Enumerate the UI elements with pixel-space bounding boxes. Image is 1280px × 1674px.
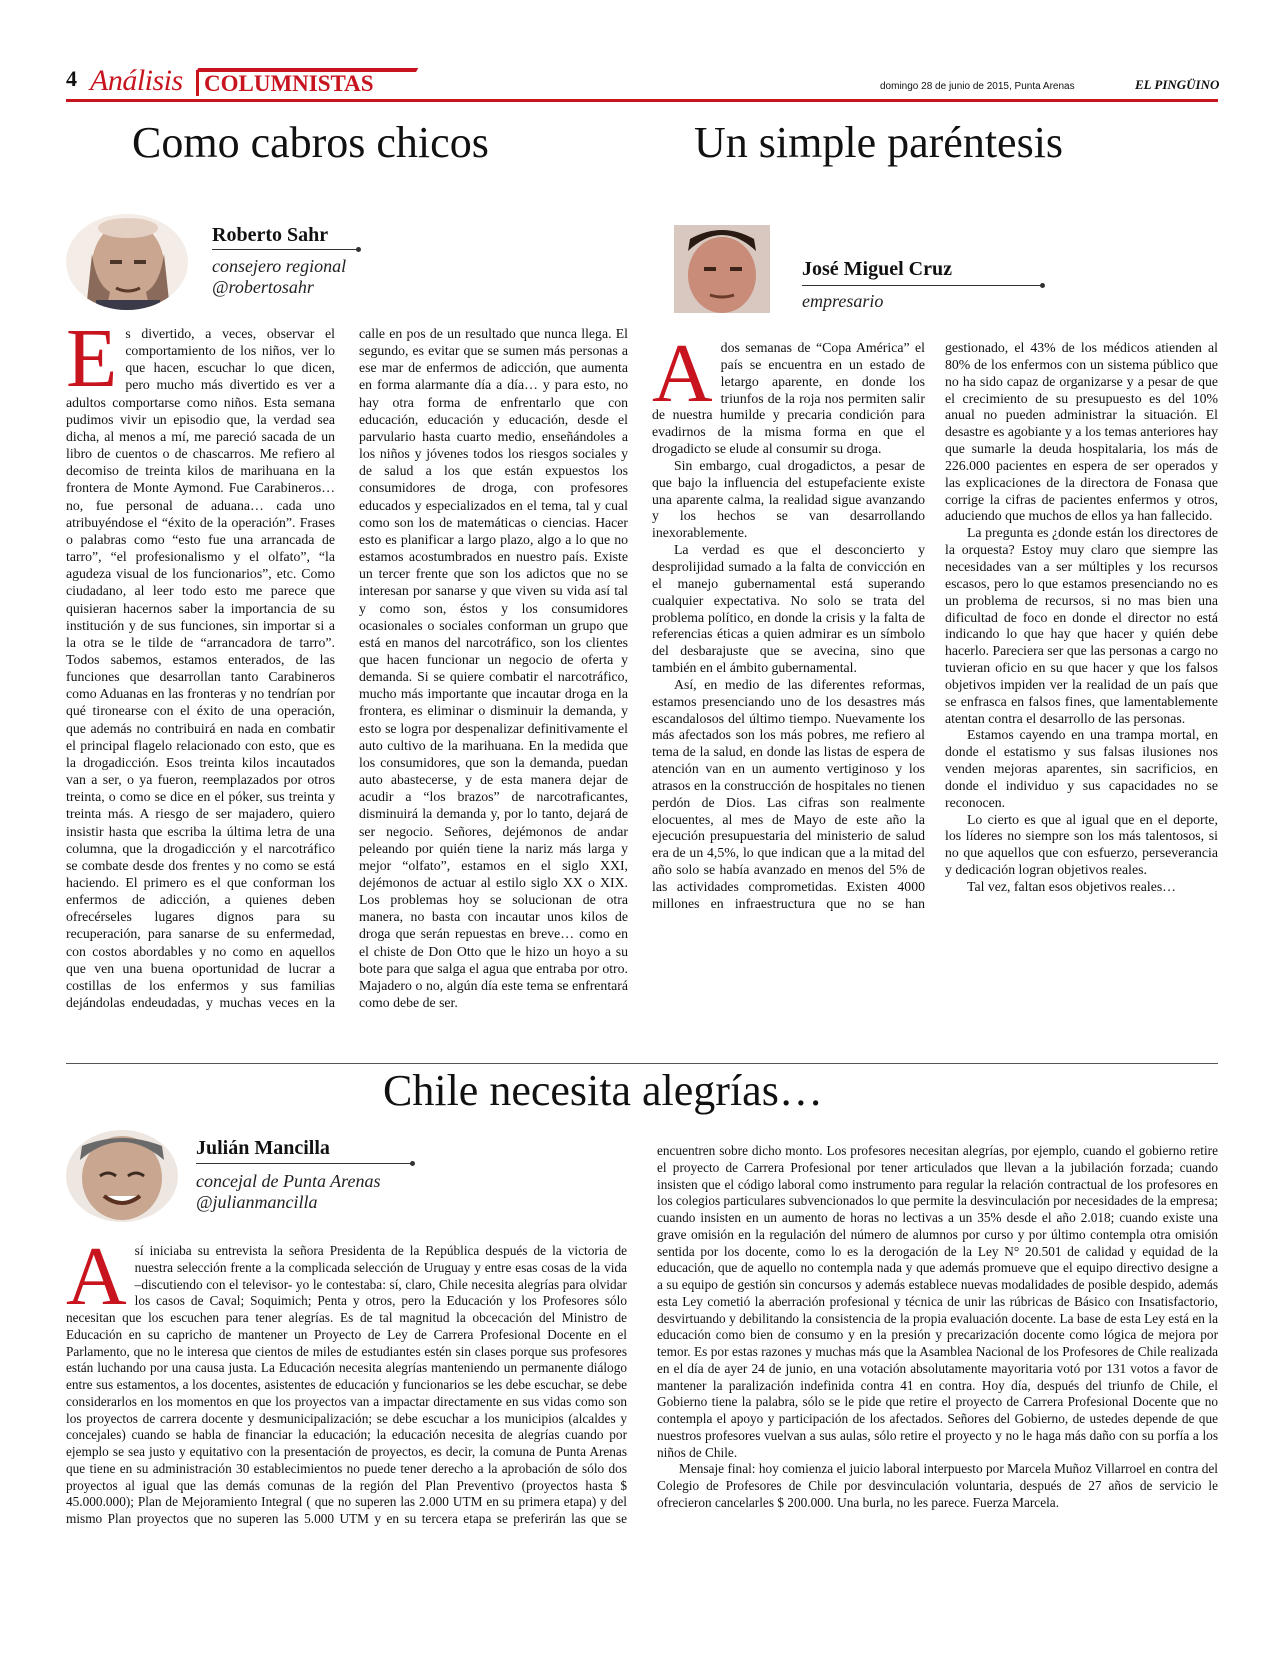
article-paragraph: La pregunta es ¿donde están los directores de la orquesta? Estoy muy claro que siempre las necesidades van a ser múltiples y los recursos escasos, pero lo que estamos presenciando no es un problema de recursos, si no mas bien una dificultad de foco en donde el director no está indicando lo que hay que hacer y quién debe hacerlo. Pareciera ser que las personas a cargo no tuvieran oficio en su que hacer y que los falsos objetivos impiden ver la realidad de un país que se enfrasca en falsos fines, que lamentablemente atentan contra el desarrollo de las personas. [945, 525, 1218, 726]
author-photo [674, 225, 770, 313]
header-rule [66, 99, 1218, 102]
author-handle: @julianmancilla [196, 1192, 318, 1212]
article-paragraph: Tal vez, faltan esos objetivos reales… [967, 879, 1176, 894]
author-name: Julián Mancilla [196, 1137, 330, 1159]
section-divider [196, 70, 199, 96]
article-title: Chile necesita alegrías… [383, 1066, 823, 1115]
article-body [652, 340, 1218, 1053]
author-name: Roberto Sahr [212, 224, 329, 246]
article-paragraph: Ados semanas de “Copa América” el país se encuentra en un estado de letargo aparente, en donde los triunfos de la roja nos permiten salir de nuestra humilde y precaria condición para evadirnos de la misma forma en que el drogadicto se elude al consumir su droga. [652, 340, 925, 457]
article-paragraph: La verdad es que el desconcierto y desprolijidad sumado a la falta de convicción en el manejo gubernamental está superando cualquier expectativa. No solo se trata del problema político, en donde la crisis y la falta de referencias éticas a quien admirar es un símbolo del desbarajuste que se avecina, sino que también en el ámbito gubernamental. [652, 542, 925, 676]
author-rule [802, 285, 1042, 286]
author-role: empresario [802, 291, 884, 311]
section-title: Análisis [90, 64, 183, 97]
author-photo [66, 214, 188, 310]
article-body [66, 325, 628, 1053]
section-divider-rule [66, 1063, 1218, 1064]
author-role: concejal de Punta Arenas [196, 1171, 381, 1191]
author-rule [212, 249, 358, 250]
article-title: Un simple paréntesis [694, 118, 1064, 167]
drop-cap: A [66, 1230, 127, 1323]
article-paragraph: Mensaje final: hoy comienza el juicio laboral interpuesto por Marcela Muñoz Villarroel en contra del Colegio de Profesores de Chile por desvinculación voluntaria, después de 27 años de servicio le ofrecieron cancelarles $ 200.000. Una burla, no les parece. Fuerza Marcela. [657, 1461, 1218, 1510]
newspaper-logo: EL PINGÜINO [1135, 77, 1220, 92]
article-paragraph: Sin embargo, cual drogadictos, a pesar de que bajo la influencia del estupefaciente existe una aparente calma, la realidad sigue avanzando y los hechos se van desarrollando inexorablemente. [652, 457, 925, 541]
subsection-title: COLUMNISTAS [204, 71, 374, 96]
drop-cap: A [652, 340, 713, 420]
author-portrait-icon [674, 225, 770, 313]
article-paragraph: Así iniciaba su entrevista la señora Presidenta de la República después de la victoria de nuestra selección frente a la complicada selección de Uruguay y entre esas cosas de la vida –discutiendo con el televisor- yo le contestaba: sí, claro, Chile necesita alegrías para olvidar los casos de Caval; Soquimich; Penta y otros, pero la Educación y los Profesores sólo necesitan que los escuchen para tener alegrías. Es de tal magnitud la obcecación del Ministro de Educación en su capricho de mantener un Proyecto de Ley de Carrera Profesional Docente en el Parlamento, que no le interesa que cientos de miles de estudiantes estén sin clases porque sus profesores están luchando por una causa justa. La Educación necesita alegrías manteniendo un permanente diálogo entre sus estamentos, a los docentes, asistentes de educación y funcionarios se les debe escuchar, se debe considerarlos en los momentos en que los proyectos van a impactar directamente en sus vidas como son los proyectos de carrera docente y desmunicipalización; se debe escuchar a los municipios (alcaldes y concejales) cuando se habla de financiar la educación; la educación necesita de alegrías cuando por ejemplo se sea justo y equitativo con la presentación de proyectos, es decir, la comuna de Punta Arenas que tiene en su administración 30 establecimientos no puede tener derecho a la aprobación de sólo dos proyectos al igual que las demás comunas de la región del Plan Preventivo (proyectos hasta $ 45.000.000); Plan de Mejoramiento Integral ( que no superen las 2.000 UTM en su primera etapa) y del mismo Plan proyectos que no superen las 5.000 UTM y en su tercera etapa se preferirán las que se encuentren sobre dicho monto. Los profesores necesitan alegrías, por ejemplo, cuando el gobierno retire el proyecto de Carrera Profesional por tener articulados que llevan a la jubilación forzada; cuando insisten que el código laboral como instrumento para regular la relación contractual de los profesores en los colegios particulares subvencionados lo que permite la desvinculación por necesidades de la empresa; cuando insisten en un aumento de horas no lectivas a un 35% desde el año 2.018; cuando existe una grave omisión en la regulación del número de alumnos por curso y por último contempla otra omisión sentida por los docente, como lo es la derogación de la Ley N° 20.501 de calidad y equidad de la educación, que de aquello no contempla nada y que además promueve que el equipo directivo designe a a su equipo de gestión sin concursos y además establece nuevas modalidades de posible despido, además esta Ley cometió la aberración profesional y técnica de unir las rúbricas de Básico con Insatisfactorio, desvirtuando y debilitando la consistencia de la propia evaluación docente. La base de esta Ley está en la educación como bien de consumo y en la presión y precarización docente como lógica de mejora por temor. Es por estas razones y muchas más que la Asamblea Nacional de los Profesores de Chile realizada en el día de ayer 24 de junio, en una votación absolutamente mayoritaria votó por 131 votos a favor de mantener la paralización indefinida contra 41 en contra. Hoy día, después del triunfo de Chile, el Gobierno tiene la palabra, sólo se le pide que retire el proyecto de Carrera Profesional Docente que no contempla el apoyo y participación de los afectados. Señores del Gobierno, de ustedes depende de que nuestros profesores vuelvan a sus aulas, sólo retire el proyecto y no le haga más daño con su porfía a los niños de Chile. [66, 1143, 1218, 1526]
drop-cap: E [66, 325, 118, 405]
article-title: Como cabros chicos [132, 118, 489, 167]
issue-date: domingo 28 de junio de 2015, Punta Arenas [880, 81, 1075, 92]
article-paragraph: Así, en medio de las diferentes reformas, estamos presenciando uno de los desastres más escandalosos del último tiempo. Nuevamente los más afectados son los más pobres, me refiero al tema de la salud, en donde las listas de espera de atención van en un aumento vertiginoso y los atrasos en la construcción de hospitales no tienen perdón de Dios. Las cifras son realmente elocuentes, al mes de Mayo de este año la ejecución presupuestaria del ministerio de salud era de un 4,5%, lo que indican que a la mitad del año solo se había avanzado en menos del 5% de las actividades comprometidas. Existen 4000 millones en infraestructura que no se han gestionado, el 43% de los médicos atienden al 80% de los enfermos con un sistema público que no ha sido capaz de organizarse y a pesar de que el crecimiento de su presupuesto es del 10% anual no pueden administrar la situación. El desastre es agobiante y a los temas anteriores hay que sumarle la deuda hospitalaria, los más de 226.000 pacientes en espera de ser operados y las explicaciones de la directora de Fonasa que corrige la cifras de pacientes enfermos y otros, aduciendo que muchos de ellos ya han fallecido. [652, 340, 1218, 911]
author-handle: @robertosahr [212, 277, 314, 297]
article-paragraph: Es divertido, a veces, observar el comportamiento de los niños, ver lo que hacen, escuchar lo que dicen, pero mucho más divertido es ver a adultos comportarse como niños. Esta semana pudimos vivir un episodio que, la verdad sea dicha, al menos a mí, me pareció sacada de un libro de cuentos o de chascarros. Me refiero al decomiso de treinta kilos de marihuana en la frontera de Monte Aymond. Fue Carabineros… no, fue personal de aduana… cada uno atribuyéndose el “éxito de la operación”. Frases o palabras como “esto fue una arrancada de tarro”, “el profesionalismo y el olfato”, “la agudeza visual de los funcionarios”, etc. Como ciudadano, al leer todo esto me parece que quisieran hacernos saber la importancia de su institución y de sus funciones, sin importar si a la otra se le tilde de “arrancadora de tarro”. Todos sabemos, estamos enterados, de las funciones que desarrollan tanto Carabineros como Aduanas en las fronteras y no tendrían por qué tironearse con el éxito de una operación, que además no contribuirá en nada en combatir el principal flagelo relacionado con esto, que es la drogadicción. Esos treinta kilos incautados van a ser, o ya fueron, reemplazados por otros treinta, o como se dice en el póker, sus treinta y treinta más. A riesgo de ser majadero, quiero insistir hasta que escriba la última letra de una columna, que la drogadicción y el narcotráfico se combate desde dos frentes y no como se está haciendo. El primero es el que conforman los enfermos de adicción, a quienes deben ofrecérseles lugares dignos para su recuperación, para sanarse de su enfermedad, con costos abordables y no como en aquellos que ven una buena oportunidad de lucrar a costillas de los enfermos y sus familias dejándolas endeudadas, y muchas veces en la calle en pos de un resultado que nunca llega. El segundo, es evitar que se sumen más personas a ese mar de enfermos de adicción, que aumenta en forma alarmante día a día… y para esto, no hay otra forma de enfrentarlo que con educación, educación y educación, desde el parvulario hasta cuarto medio, enseñándoles a los niños y jóvenes todos los riesgos sociales y de salud a los que están expuestos los consumidores de droga, con profesores educados y especializados en el tema, tal y cual como son los de matemáticas o ciencias. Hacer esto es planificar a largo plazo, algo a lo que no estamos acostumbrados en nuestro país. Existe un tercer frente que son los adictos que no se interesan por sanarse y que viven su vida así tal y como son, éstos y los consumidores ocasionales o sociales conforman un grupo que está en manos del narcotráfico, son los clientes que hacen funcionar un negocio de oferta y demanda. Si se quiere combatir el narcotráfico, mucho más importante que incautar droga en la frontera, es eliminar o disminuir la demanda, y esto se logra por despenalizar definitivamente el auto cultivo de la marihuana. En la medida que los consumidores, que son la demanda, puedan auto abastecerse, y de esta manera dejar de acudir a “los brazos” de narcotraficantes, disminuirá la demanda y, por lo tanto, dejará de ser negocio. Señores, dejémonos de andar peleando por quién tiene la nariz más larga y mejor “olfato”, estamos en el siglo XXI, dejémonos de actuar al estilo siglo XX o XIX. Los problemas hoy se solucionan de otra manera, no basta con incautar unos kilos de droga que serán repuestas en breve… como en el chiste de Don Otto que le hizo un hoyo a su bote para que salga el agua que entraba por otro. Majadero o no, algún día este tema se enfrentará como debe de ser. [66, 325, 628, 1011]
page-number: 4 [66, 66, 77, 91]
author-role: consejero regional [212, 256, 347, 276]
article-paragraph: Estamos cayendo en una trampa mortal, en donde el estatismo y sus falsas ilusiones nos venden mejoras aparentes, sin sacrificios, en donde el individuo y sus capacidades no se reconocen. [945, 727, 1218, 810]
article-body [66, 1143, 1218, 1558]
author-portrait-icon [66, 214, 188, 310]
author-name: José Miguel Cruz [802, 258, 952, 280]
article-paragraph: Lo cierto es que al igual que en el deporte, los líderes no siempre son los más talentosos, si no que aquellos que con esfuerzo, perseverancia y dedicación logran objetivos reales. [945, 811, 1218, 878]
